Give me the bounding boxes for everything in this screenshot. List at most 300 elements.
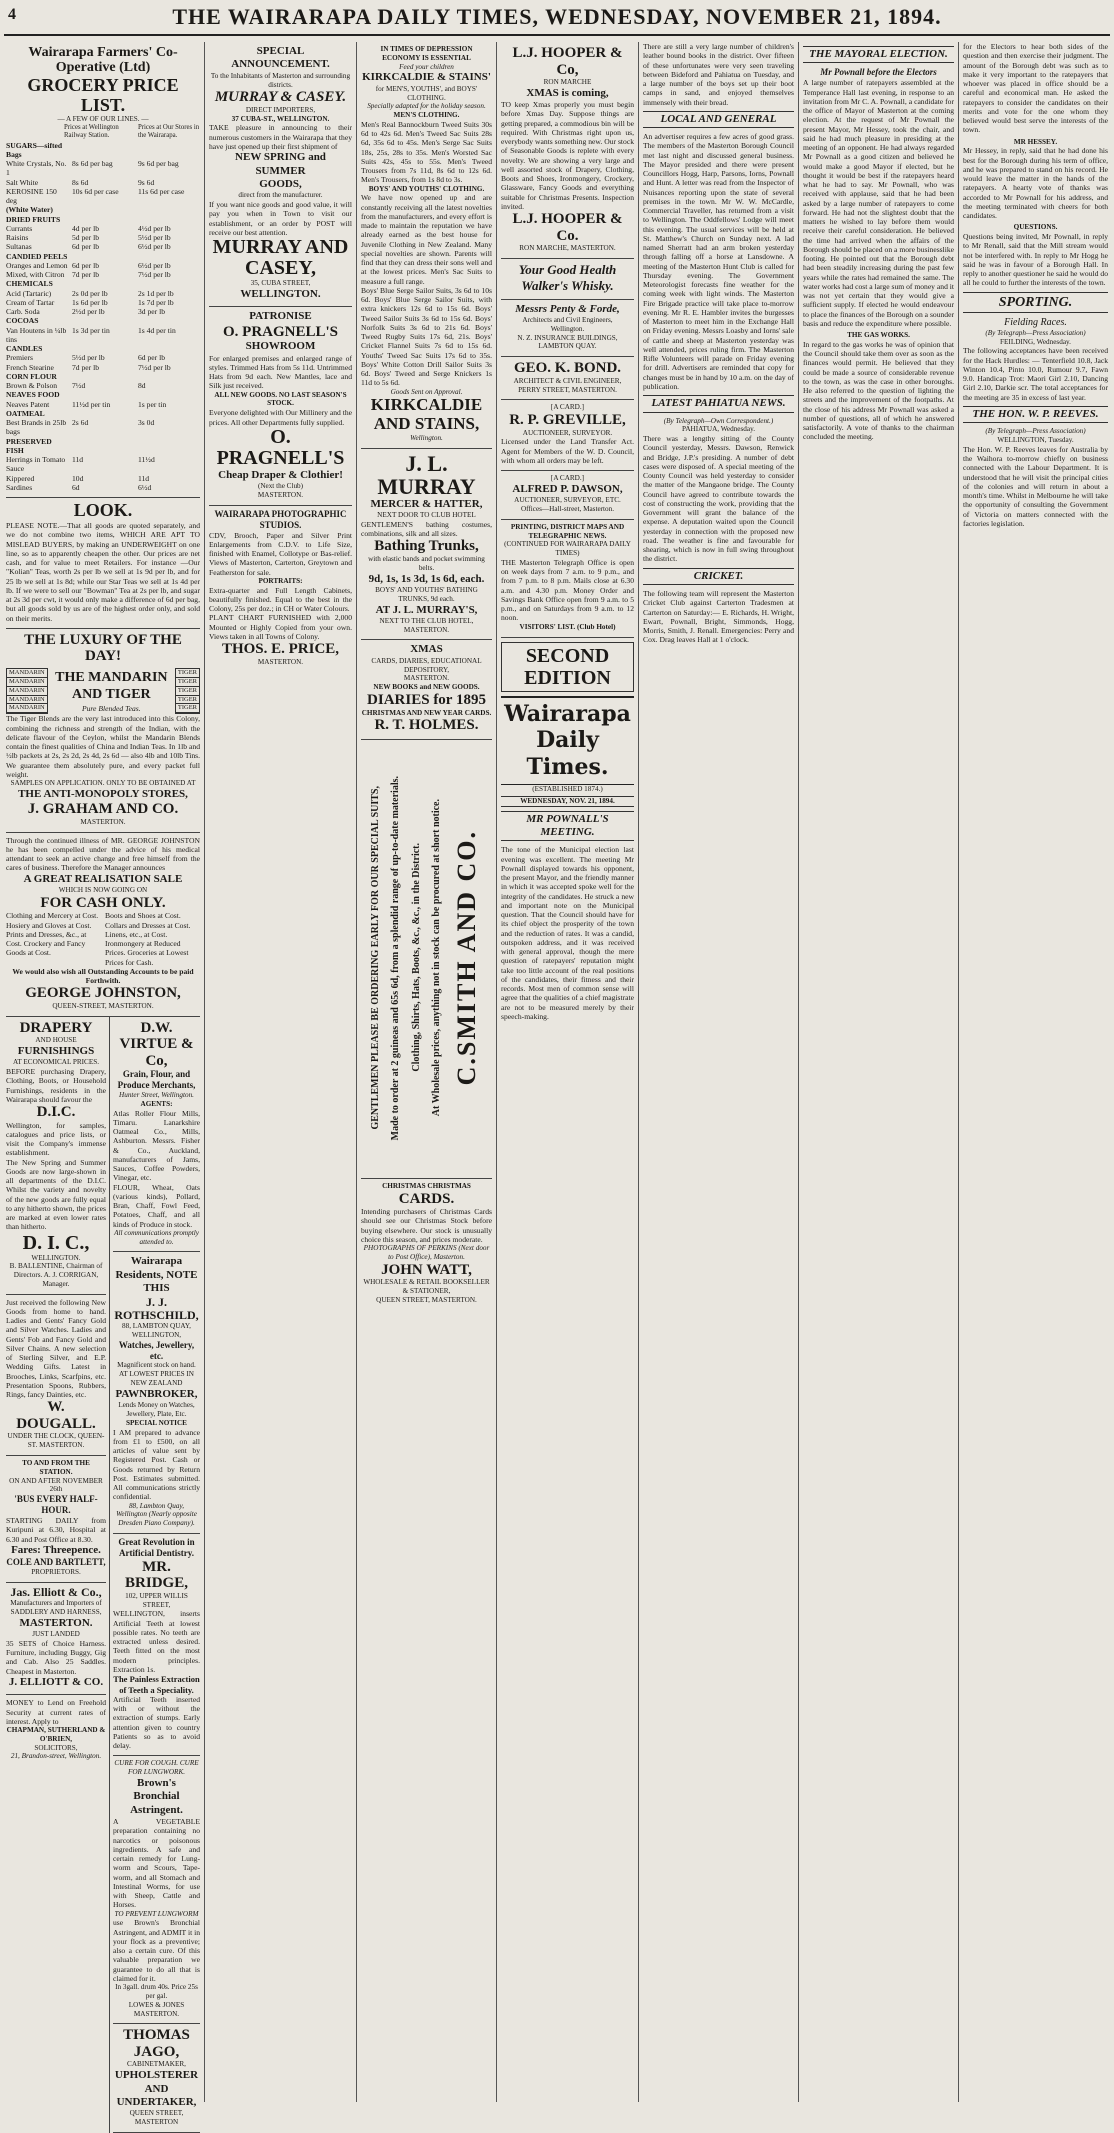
realisation-title: A GREAT REALISATION SALE [23, 872, 183, 885]
price-item: OATMEAL [6, 408, 45, 418]
roth-sub: Watches, Jewellery, etc. [118, 1339, 195, 1361]
price-wellington: 1s 6d per lb [72, 297, 108, 307]
price-stores: 6½d per lb [138, 242, 171, 252]
goods-sub: direct from the manufacturer. [238, 191, 323, 200]
price-name: THOS. E. PRICE, [221, 641, 340, 658]
blend-label: MANDARIN [9, 668, 45, 676]
realisation-sub: WHICH IS NOW GOING ON [58, 886, 148, 894]
penty-ad [501, 300, 634, 358]
chapman-sub: SOLICITORS, [34, 1743, 78, 1752]
visitors: VISITORS' LIST. (Club Hotel) [519, 622, 616, 631]
kirkcaldie-ad [361, 42, 492, 449]
roth-text: Magnificent stock on hand. AT LOWEST PRICES IN NEW ZEALAND [117, 1361, 196, 1388]
price-wellington: 2s 6d [72, 418, 89, 428]
price-item: COCOAS [6, 316, 39, 326]
penty-title: Messrs Penty & Forde, [515, 302, 620, 315]
fares: Fares: Threepence. [11, 1543, 101, 1556]
dawson: ALFRED P. DAWSON, [512, 482, 623, 495]
kirk: KIRKCALDIE & STAINS' [362, 71, 491, 84]
price-wellington: 8s 6d per bag [72, 159, 113, 169]
price-row [6, 187, 200, 206]
price-stores: 6½d per lb [138, 260, 171, 270]
price-wellington: 10d [72, 473, 84, 483]
reeves-title: THE HON. W. P. REEVES. [963, 406, 1108, 423]
sporting-title: SPORTING. [963, 292, 1108, 313]
new-spring: NEW SPRING and SUMMER [235, 151, 326, 177]
price-stores: 11s 6d per case [138, 186, 185, 196]
cards: CARDS. [398, 1190, 455, 1207]
price-row [6, 252, 200, 261]
price-row [6, 390, 200, 399]
price-stores: 3d per lb [138, 307, 165, 317]
price-item: NEAVES FOOD [6, 390, 60, 400]
bond-ad [501, 357, 634, 400]
price-item: Best Brands in 25lb bags [6, 418, 67, 437]
murray-name: J. L. MURRAY [377, 450, 476, 499]
price-item: Brown & Polson [6, 381, 58, 391]
price-stores: 7½d per lb [138, 362, 171, 372]
johnston-name: GEORGE JOHNSTON, [25, 985, 181, 1002]
price-row [6, 261, 200, 270]
price-stores: 5½d per lb [138, 233, 171, 243]
price-stores [138, 372, 200, 381]
johnston-ad [6, 833, 200, 1017]
bathing-sub: with elastic bands and pocket swimming belts. [368, 554, 485, 572]
agents-text: Atlas Roller Flour Mills, Timaru. Lanarkshire Oatmeal Co., Mills, Ashburton. Messrs. Fisher & Co., Auckland, manufacturers of Jams, Sauces, Coffee Powders, Vinegar, etc. [113, 1108, 200, 1183]
hooper: L.J. HOOPER & Co, [512, 45, 623, 78]
price-wellington [72, 316, 134, 325]
dougall-address: UNDER THE CLOCK, QUEEN-ST. MASTERTON. [7, 1432, 105, 1450]
plant-text: PLANT CHART FURNISHED with 2,000 Mounted or Highly Copied from your own. Views taken in all Towns of Colony. [209, 613, 352, 641]
xmas-coming: XMAS is coming, [526, 86, 609, 99]
col1-left-sub [6, 1017, 110, 2133]
price-row [6, 400, 200, 409]
bus-ad [6, 1456, 106, 1583]
price-item: DRIED FRUITS [6, 214, 61, 224]
grocery-sub: — A FEW OF OUR LINES. — [57, 115, 149, 124]
gasworks-text: In regard to the gas works he was of opinion that the Council should take them over as soon as the finances would permit. He believed that they could be made a source of considerable revenue to the town, as was the case in other boroughs. He also referred to the question of lighting the streets and the improvement of the footpaths. At the close of his address Mr Pownall was asked a number of questions, all of which he answered satisfactorily. A vote of thanks to the chairman concluded the meeting. [803, 339, 954, 442]
price-wellington [72, 390, 134, 399]
jago-address: QUEEN STREET, MASTERTON [129, 2109, 184, 2127]
price-item: PRESERVED FISH [6, 436, 52, 455]
local-title: LOCAL AND GENERAL [643, 111, 794, 128]
holmes-town: MASTERTON. [403, 674, 450, 683]
kirk-sub: for MEN'S, YOUTHS', and BOYS' CLOTHING. [375, 84, 478, 102]
watt-ad [361, 1179, 492, 1310]
nice-goods: If you want nice goods and good value, it will pay you when in Town to visit our establishment, or an order by POST will receive our best attention. [209, 200, 352, 237]
murray-casey-ad [209, 42, 352, 307]
elliott-sub: Manufacturers and Importers of SADDLERY AND HARNESS, [10, 1599, 102, 1616]
price-wellington [72, 215, 134, 224]
hooper-sub: RON MARCHE [543, 78, 592, 86]
browns-ad [113, 1756, 200, 2024]
gasworks-title: THE GAS WORKS. [847, 331, 910, 340]
bus-hourly: 'BUS EVERY HALF-HOUR. [14, 1494, 98, 1516]
agents-title: AGENTS: [140, 1099, 173, 1108]
price-row [6, 205, 200, 214]
mc2-town: WELLINGTON. [240, 287, 321, 300]
clothing-left: Clothing and Mercery at Cost. Hosiery and Gloves at Cost. Prints and Dresses, &c., at Cost. Crockery and Fancy Goods at Cost. [6, 911, 99, 958]
penty-town: Wellington. [550, 324, 585, 333]
price-wellington [72, 409, 134, 418]
economical: AT ECONOMICAL PRICES. [12, 1058, 100, 1067]
date: WEDNESDAY, NOV. 21, 1894. [501, 796, 634, 807]
price-stores: 8d [138, 381, 146, 391]
look-ad [6, 498, 200, 629]
murray-big: MURRAY AND CASEY, [212, 236, 349, 280]
vert-line-4: At Wholesale prices, anything not in stock can be procured at short notice. [430, 799, 442, 1117]
virtue-sub: Grain, Flour, and Produce Merchants, [117, 1069, 196, 1091]
price-stores: 1s 7d per lb [138, 297, 174, 307]
drapery-sub: AND HOUSE [35, 1036, 77, 1045]
dic-ad [6, 1017, 106, 1295]
bus-sub: ON AND AFTER NOVEMBER 26th [9, 1476, 103, 1494]
price-town: MASTERTON. [257, 657, 304, 666]
price-stores: 6d per lb [138, 353, 165, 363]
election-text: A large number of ratepayers assembled at the Temperance Hall last evening, in response to an invitation from Mr C. A. Pownall, a candidate for the office of Mayor of Masterton at the coming election. At the request of Mr Pownall the present Mayor, Mr Hessey, took the chair, and said he had much pleasure in presiding at the meeting of an opponent. He had always regarded Mr Pownall as a good citizen and believed he would make a good Mayor if elected, but he thought it would be best if the ratepayers heard what he had to say. Mr Pownall, who was received with applause, said that he had been asked by a large number of ratepayers to come forward. He had not the slightest doubt that the matters he wished to lay before them would receive their careful consideration. He believed the time had arrived when the affairs of the Borough should be placed on a more businesslike footing. He pointed out that the Borough debt had been steadily increasing during the past few years while the rates had remained the same. The water works had cost a large sum of money and it was not yet certain that they would give a sufficient supply. If elected he would endeavour to place the finances of the Borough on a sounder basis and reduce the expenditure where possible. [803, 78, 954, 328]
murray-ad [361, 449, 492, 641]
health1: Your Good Health [518, 261, 617, 277]
dougall-ad [6, 1295, 106, 1456]
reeves-sub: (By Telegraph—Press Association) [985, 427, 1086, 436]
price-item: Sultanas [6, 242, 32, 252]
price-row [6, 437, 200, 456]
browns: Brown's Bronchial Astringent. [130, 1776, 183, 1816]
bus-title: TO AND FROM THE STATION. [22, 1458, 90, 1476]
chapman-ad [6, 1695, 106, 1766]
price-wellington: 6d per lb [72, 242, 99, 252]
price-wellington: 6d per lb [72, 260, 99, 270]
dic-town: WELLINGTON. [31, 1253, 81, 1262]
elliott2: J. ELLIOTT & CO. [8, 1675, 104, 1688]
blend-label: TIGER [177, 677, 197, 685]
spring-text: The New Spring and Summer Goods are now large-shown in all departments of the D.I.C. Whilst the variety and novelty of the new goods are fully equal to any hitherto shown, the prices are marked at even lower rates than hitherto. [6, 1157, 106, 1232]
photo-ad [209, 506, 352, 672]
roth-bottom: 88, Lambton Quay, Wellington (Nearly opposite Dresden Piano Company). [116, 1501, 197, 1528]
price-stores: 4½d per lb [138, 223, 171, 233]
showroom: SHOWROOM [245, 340, 316, 353]
price-row [6, 178, 200, 187]
xmas: XMAS [410, 643, 443, 656]
anti-stores: THE ANTI-MONOPOLY STORES, [18, 787, 188, 800]
price-head-wellington: Prices at Wellington Railway Station. [64, 124, 119, 140]
price-item: CANDIED PEELS [6, 251, 68, 261]
price-wellington [72, 344, 134, 353]
price-stores [138, 344, 200, 353]
price-text: In 3gall. drum 40s. Price 25s per gal. [115, 1983, 198, 2000]
furnishings: FURNISHINGS [17, 1044, 95, 1057]
hooper2: L.J. HOOPER & Co. [512, 211, 623, 244]
reeves-place: WELLINGTON, Tuesday. [997, 436, 1074, 445]
murray-text: GENTLEMEN'S bathing costumes, combinations, silk and all sizes. [361, 519, 492, 539]
murray-address: NEXT TO THE CLUB HOTEL, MASTERTON. [379, 616, 474, 634]
greville-sub: AUCTIONEER, SURVEYOR. [522, 428, 613, 437]
walker-ad [501, 259, 634, 300]
price-item: Sardines [6, 482, 33, 492]
kirkcaldie: KIRKCALDIE AND STAINS, [370, 395, 483, 434]
electors-text: for the Electors to hear both sides of the question and then exercise their judgment. The amount of the Borough debt was such as to make it very important to the ratepayers that whoever was placed in office should be a careful and economical man. He asked the ratepayers to consider the candidates on their merits and vote for the one whom they believed would best serve the interests of the town. [963, 42, 1108, 135]
goods: GOODS, [259, 178, 302, 190]
masthead [0, 0, 1114, 34]
price-item: Cream of Tartar [6, 297, 55, 307]
depression: IN TIMES OF DEPRESSION ECONOMY IS ESSENTIAL [380, 45, 473, 62]
mc-text: TAKE pleasure in announcing to their numerous customers in the Wairarapa that they have just opened up their first shipment of [209, 123, 352, 151]
elliott-title: Jas. Elliott & Co., [10, 1584, 102, 1599]
special-wish: We would also wish all Outstanding Accounts to be paid Forthwith. [12, 966, 194, 986]
cole-sub: PROPRIETORS. [31, 1568, 81, 1577]
look-title: LOOK. [73, 500, 133, 521]
just-landed: JUST LANDED [32, 1630, 80, 1639]
boys-list: Boys' Blue Serge Sailor Suits, 3s 6d to 10s 6d. Boys' Blue Serge Sailor Suits, with extra knickers 12s 6d to 15s 6d. Boys' Tweed Sailor Suits 3s 6d to 15s 6d. Boys' Norfolk Suits 3s 6d to 21s 6d. Boys' Tweed Rugby Suits 17s 6d, 21s. Boys' Cricket Flannel Suits 7s 6d to 15s 6d. Youths' Tweed Sac Suits 17s 6d to 35s. Boys' White Cotton Drill Sailor Suits 3s 6d. Boys' Tweed and Serge Knickers 1s 11d to 5s 6d. [361, 285, 492, 388]
diaries-1895: DIARIES for 1895 [367, 692, 486, 708]
bus-text: STARTING DAILY from Kuripuni at 6.30, Hospital at 6.30 and Post Office at 8.30. [6, 1516, 106, 1544]
latest-title: LATEST PAHIATUA NEWS. [643, 395, 794, 412]
price-row [6, 242, 200, 251]
realisation-text: Through the continued illness of MR. GEORGE JOHNSTON he has been compelled under the advice of his medical attendant to seek an active change and free himself from the cares of business. Therefore the Manager announces [6, 835, 200, 873]
price-wellington [72, 437, 134, 456]
fielding-place: FEILDING, Wednesday. [1000, 337, 1071, 346]
roth-address: 88, LAMBTON QUAY, WELLINGTON, [122, 1321, 191, 1339]
price-row [6, 289, 200, 298]
price-stores [138, 279, 200, 288]
health2: Walker's Whisky. [521, 277, 614, 293]
watt-address: QUEEN STREET, MASTERTON. [376, 1295, 477, 1304]
price-item: CHEMICALS [6, 279, 53, 289]
column-3 [356, 42, 496, 2102]
artificial-title: Great Revolution in Artificial Dentistry. [118, 1536, 195, 1558]
johnston-address: QUEEN-STREET, MASTERTON. [52, 1001, 154, 1010]
virtue-ad [113, 1017, 200, 1253]
bridge-text: WELLINGTON, inserts Artificial Teeth at lowest possible rates. No teeth are extracted unless desired. Teeth fitted on the most modern principles. Extraction 1s. [113, 1609, 200, 1674]
price-row [6, 316, 200, 325]
cards-text: Intending purchasers of Christmas Cards should see our Christmas Stock before buying elsewhere. Our stock is unusually choice this season, and prices moderate. [361, 1207, 492, 1244]
diaries: CARDS, DIARIES, EDUCATIONAL DEPOSITORY, [371, 656, 482, 674]
prevent-text: use Brown's Bronchial Astringent, and ADMIT it in your flock as a preventive; also a certain cure. Of this valuable preparation we guarantee to do all that is claimed for it. [113, 1918, 200, 1983]
mc-direct: DIRECT IMPORTERS, [245, 105, 316, 114]
boys-text: We have now opened up and are constantly receiving all the latest novelties from the manufacturers, and every effort is made to maintain the reputation we have already earned as the best house for Juvenile Clothing in New Zealand. Many special novelties are shown. Parents will find that they can dress their sons well and at the lowest prices. Men's Sac Suits to measure a full range. [361, 193, 492, 286]
smith-vertical-ad [361, 740, 492, 1179]
dic-text: Wellington, for samples, catalogues and price lists, or visit the Company's immense establishment. [6, 1120, 106, 1158]
holmes-ad [361, 640, 492, 739]
cricket-title: CRICKET. [643, 568, 794, 585]
latest-place: PAHIATUA, Wednesday. [681, 425, 756, 434]
price-stores: 7½d per lb [138, 270, 171, 280]
price-stores: 11½d [138, 455, 155, 465]
mandarin-text: The Tiger Blends are the very last introduced into this Colony, combining the richness and strength of the Indian, with the delicate flavour of the Ceylon, whilst the Mandarin Blends contain the finest qualities of China and Indian Teas. In 1lb and ½lb packets at 2s, 2s 2d, 2s 4d, 2s 6d — also 4lb and 10lb Tins. We guarantee them absolutely pure, and every packet full weight. [6, 714, 200, 779]
printing-text: THE Masterton Telegraph Office is open on week days from 7 a.m. to 9 p.m., and from 7 p.m. to 8 p.m. Mails close at 6.30 a.m. and 4.30 p.m. Money Order and Savings Bank Office open from 9 a.m. to 5 p.m., and on Saturdays from 9 a.m. to 12 noon. [501, 557, 634, 623]
price-stores: 2s 1d per lb [138, 288, 174, 298]
painless-text: Artificial Teeth inserted with or without the extraction of stumps. Early attention given to country Patients so as to avoid delay. [113, 1694, 200, 1751]
price-stores: 6½d [138, 482, 152, 492]
blend-label: TIGER [177, 668, 197, 676]
ballantyne: B. BALLENTINE, Chairman of Directors. A. J. CORRIGAN, Manager. [9, 1262, 103, 1288]
price-wellington: 11½d per tin [72, 399, 111, 409]
col1-right-sub [110, 1017, 200, 2133]
column-7 [958, 42, 1112, 2102]
election-title: THE MAYORAL ELECTION. [803, 46, 954, 63]
blend-label: MANDARIN [9, 677, 45, 685]
price-item: Herrings in Tomato Sauce [6, 455, 66, 474]
price-item: Currants [6, 223, 33, 233]
price-item: CANDLES [6, 344, 43, 354]
boys-title: BOYS' AND YOUTHS' CLOTHING. [368, 184, 485, 193]
watt-sub: WHOLESALE & RETAIL BOOKSELLER & STATIONER, [363, 1278, 490, 1295]
card1: [A CARD.] [550, 403, 585, 412]
kirk-special: Specially adapted for the holiday season. [367, 102, 486, 111]
bridge-ad [113, 1534, 200, 1756]
jago: THOMAS JAGO, [123, 2027, 190, 2060]
powell-text: The tone of the Municipal election last evening was excellent. The meeting Mr Pownall displayed towards his opponent, the present Mayor, and the friendly manner in which it was accepted spoke well for the integrity of the candidates. He struck a new and important note on the Municipal question. That the Council should have for its chief object the prosperity of the town and the reduction of rates. It was a candid, outspoken address, and it was received with general approval, though the mere question of ratepayers' reputation might take too little account of the real positions of the candidates, their fitness and their records. Most men of common sense will agree that the qualities of a chief magistrate are not to be measured merely by their speech-making. [501, 845, 634, 1021]
price-list [6, 141, 200, 493]
kirk-town: Wellington. [410, 433, 443, 442]
price-item: Neaves Patent [6, 399, 50, 409]
reeves-text: The Hon. W. P. Reeves leaves for Australia by the Waihora to-morrow chiefly on business connected with the Labour Department. It is understood that he will visit the principal cities of the colonies and will return in about a month's time. Whilst in Melbourne he will take the opportunity of consulting the Government of Victoria on matters connected with the factories legislation. [963, 444, 1108, 528]
pragnell: O. PRAGNELL'S [222, 323, 339, 340]
price-row [6, 418, 200, 437]
price-row [6, 215, 200, 224]
price-item: French Stearine [6, 362, 54, 372]
price-stores: 9s 6d [138, 177, 155, 187]
hessey-text: Mr Hessey, in reply, said that he had done his best for the Borough during his term of office, and he was prepared to stand on his record. He would leave the matter in the hands of the ratepayers. A hearty vote of thanks was accorded to Mr Pownall for his address, and the meeting terminated with cheers for both candidates. [963, 146, 1108, 221]
price-wellington: 1s 3d per tin [72, 325, 110, 335]
mast-small: Wairarapa Daily Times. [501, 696, 634, 785]
wai-photo: WAIRARAPA PHOTOGRAPHIC STUDIOS. [214, 508, 347, 530]
christmas-cards: CHRISTMAS AND NEW YEAR CARDS. [361, 708, 492, 717]
chapman: CHAPMAN, SUTHERLAND & O'BRIEN, [6, 1726, 106, 1743]
price-wellington: 10s 6d per case [72, 186, 119, 196]
purchase-text: BEFORE purchasing Drapery, Clothing, Boots, or Household Furnishings, residents in the Wairarapa should favour the [6, 1067, 106, 1104]
money-text: MONEY to Lend on Freehold Security at current rates of interest. Apply to [6, 1698, 106, 1726]
price-row [6, 409, 200, 418]
election-sub: Mr Pownall before the Electors [820, 67, 937, 78]
dougall-text: Just received the following New Goods from home to hand. Ladies and Gents' Fancy Gold and Silver Watches. Ladies and Gents' Fob and Fancy Gold and Silver Chains. A new selection of Sterling Silver, and E.P. Wedding Gifts. Latest in Brooches, Links, Scarfpins, etc. Presentation Spoons, Rubbers, Rings, fancy Dainties, etc. [6, 1297, 106, 1400]
price-row [6, 224, 200, 233]
card2: [A CARD.] [550, 474, 585, 483]
millinery: Everyone delighted with Our Millinery and the prices. All other Departments fully supplied. [209, 408, 352, 427]
vert-line-1: GENTLEMEN PLEASE BE ORDERING EARLY FOR OUR SPECIAL SUITS, [370, 786, 382, 1130]
price-item: KEROSINE 150 deg [6, 186, 57, 206]
painless-title: The Painless Extraction of Teeth a Speciality. [113, 1674, 200, 1695]
latest-sub: (By Telegraph—Own Correspondent.) [663, 416, 774, 425]
boys-costume: BOYS' AND YOUTHS' BATHING TRUNKS, 9d each. [375, 585, 478, 603]
fielding: Fielding Races. [1004, 316, 1067, 328]
dawson-addr: Offices—Hall-street, Masterton. [520, 505, 615, 514]
luxury-title: THE LUXURY OF THE DAY! [24, 631, 182, 665]
price-stores: 11d [138, 473, 150, 483]
chapman-address: 21, Brandon-street, Wellington. [10, 1752, 102, 1761]
rothschild-ad [113, 1252, 200, 1534]
vert-line-3: Clothing, Shirts, Hats, Boots, &c., &c., in the District. [410, 843, 422, 1073]
luxury-ad [6, 629, 200, 833]
photo-text: CDV, Brooch, Paper and Silver Print Enlargements from C.D.V. to Life Size, finished with Enamel, Collotype or Bas-relief. Views of Masterton, Carterton, Greytown and Featherston for sale. [209, 530, 352, 577]
price-column-heads [6, 124, 200, 141]
price-row [6, 455, 200, 474]
clothing-right: Boots and Shoes at Cost. Collars and Dresses at Cost. Linens, etc., at Cost. Ironmongery at Reduced Prices. Groceries at Lowest Prices for Cash. [105, 911, 191, 967]
show-text: For enlarged premises and enlarged range of styles. Trimmed Hats from 5s 11d. Untrimmed Hats from 9d each. New Mantles, lace and Silk just received. [209, 353, 352, 391]
column-6 [798, 42, 958, 2102]
price-row [6, 363, 200, 372]
price-wellington [72, 205, 134, 214]
cash-only: FOR CASH ONLY. [40, 894, 166, 911]
portraits-text: Extra-quarter and Full Length Cabinets, beautifully finished. Equal to the best in the Colony, 25s per doz.; in CH or Water Colours. [209, 585, 352, 614]
mandarin-title: THE MANDARIN AND TIGER [55, 670, 168, 703]
column-1 [2, 42, 204, 2127]
bridge-name: MR. BRIDGE, [125, 1558, 188, 1592]
cricket-text: The following team will represent the Masterton Cricket Club against Carterton Tradesmen at Carterton on Saturday:— E. Richards, H. Wright, Ewart, Pownall, Bright, Simmonds, Hogg, Morris, Smith, J. Renall. Emergencies: Perry and Cox. Drag leaves Hall at 1 o'clock. [643, 589, 794, 645]
price-wellington: 5½d per lb [72, 353, 105, 363]
virtue-address: Hunter Street, Wellington. [119, 1091, 194, 1099]
blend-label: TIGER [177, 695, 197, 703]
graham-town: MASTERTON. [80, 817, 126, 826]
jago-sub: CABINETMAKER, [127, 2060, 186, 2069]
price-item: Salt White [6, 177, 39, 187]
blend-label: TIGER [177, 704, 197, 712]
printing-ad [501, 520, 634, 638]
masterton2: MASTERTON. [257, 490, 304, 499]
flour-text: FLOUR, Wheat, Oats (various kinds), Pollard, Bran, Chaff, Fowl Feed, Potatoes, Chaff, and all kinds of Produce in stock. [113, 1182, 200, 1229]
all-new: ALL NEW GOODS. NO LAST SEASON'S STOCK. [214, 390, 347, 408]
price-row [6, 381, 200, 390]
price-row [6, 159, 200, 178]
bond: GEO. K. BOND. [513, 360, 622, 377]
price-row [6, 307, 200, 316]
vert-line-2: Made to order at 2 guineas and 65s 6d, from a splendid range of up-to-date materials. [390, 775, 402, 1140]
printing: PRINTING, DISTRICT MAPS AND TELEGRAPHIC NEWS. [510, 522, 625, 540]
samples-note: SAMPLES ON APPLICATION. ONLY TO BE OBTAINED AT [10, 779, 196, 788]
bridge-address: 102, UPPER WILLIS STREET, [125, 1591, 188, 1609]
price-row [6, 326, 200, 345]
special-notice-text: I AM prepared to advance from £1 to £500, on all articles of value sent by Registered Post. Cash or Goods returned by Return Post. Estimates submitted. All communications strictly confidential. [113, 1427, 200, 1502]
new-books: NEW BOOKS and NEW GOODS. [373, 683, 480, 692]
price-stores: 9s 6d per bag [138, 159, 179, 169]
price-item: Oranges and Lemon [6, 260, 68, 270]
price-wellington: 7d per lb [72, 270, 99, 280]
cheap: Cheap Draper & Clothier! [218, 468, 343, 481]
questions-title: QUESTIONS. [1013, 223, 1058, 232]
price-stores [138, 215, 200, 224]
price-wellington: 7d per lb [72, 362, 99, 372]
flour-sub: All communications promptly attended to. [114, 1228, 199, 1246]
mandarin-sub: Pure Blended Teas. [81, 703, 141, 713]
loewe: LOWES & JONES MASTERTON. [128, 2000, 185, 2018]
greville-text: Licensed under the Land Transfer Act. Agent for Members of the W. D. Council, with whom all orders may be left. [501, 437, 634, 465]
column-4 [496, 42, 638, 2102]
mens-title: MEN'S CLOTHING. [393, 111, 460, 120]
price-wellington: 11d [72, 455, 84, 465]
undertaker: AND UNDERTAKER, [116, 2082, 197, 2108]
grocery-title: GROCERY PRICE LIST. [27, 74, 179, 115]
price-wellington: 5d per lb [72, 233, 99, 243]
price-wellington: 6d [72, 482, 80, 492]
page-number: 4 [8, 6, 17, 23]
look-text: PLEASE NOTE.—That all goods are quoted separately, and we do not combine two items, WHICH ARE APT TO MISLEAD BUYERS, by making an UNDERWEIGHT on one line, so as to apparently cheapen the other. Our prices are net cash, and for value to meet Retailers. For instance —Our "Kolian" Teas, worth 2s per lb we sell at 1s 9d per lb, and for 25 lb we sell at 1s 8d; while our Star Teas we sell at 1s 4d per lb. If we were to sell our "Bowman" Tea at 2s per lb, and sugar at 2s 3d per cwt, it would only make a difference of 6d per bag, but all goods sold by us are of the highest order only, and sold on their merits. [6, 521, 200, 623]
virtue-name: D.W. VIRTUE & Co, [119, 1019, 194, 1069]
column-2 [204, 42, 356, 2102]
blend-label: MANDARIN [9, 695, 45, 703]
newspaper-title: THE WAIRARAPA DAILY TIMES, WEDNESDAY, NOVEMBER 21, 1894. [172, 4, 942, 29]
farmers-title: Wairarapa Farmers' Co-Operative (Ltd) [28, 45, 178, 76]
price-wellington: 8s 6d [72, 177, 89, 187]
blend-label: MANDARIN [9, 704, 45, 712]
price-stores: 1s 4d per tin [138, 325, 176, 335]
xmas-text: TO keep Xmas properly you must begin before Xmas Day. Suppose things are getting prepared, a commodious bin will be required. With Christmas right upon us, everybody wants something new. Our stock of Seasonable Goods is replete with every novelty. We are showing a very large and well assorted stock of Drapery, Clothing, Boots and Shoes, Ironmongery, Crockery, Glassware, Fancy Goods and everything suitable for Christmas Presents. Inspection invited. [501, 100, 634, 211]
hooper2-sub: RON MARCHE, MASTERTON. [519, 244, 616, 253]
price-item: Van Houtens in ¼lb tins [6, 325, 67, 344]
price-wellington: 2½d per lb [72, 307, 105, 317]
edition: SECOND EDITION [501, 642, 634, 692]
questions-text: Questions being invited, Mr Pownall, in reply to Mr Renall, said that the Mill stream would not be interfered with. In reply to Mr Hogg he said he was in favour of a Borough Hall. In reply to another questioner he said he would do all he could to further the interests of the town. [963, 232, 1108, 288]
bond-addr: PERRY STREET, MASTERTON. [518, 385, 617, 394]
